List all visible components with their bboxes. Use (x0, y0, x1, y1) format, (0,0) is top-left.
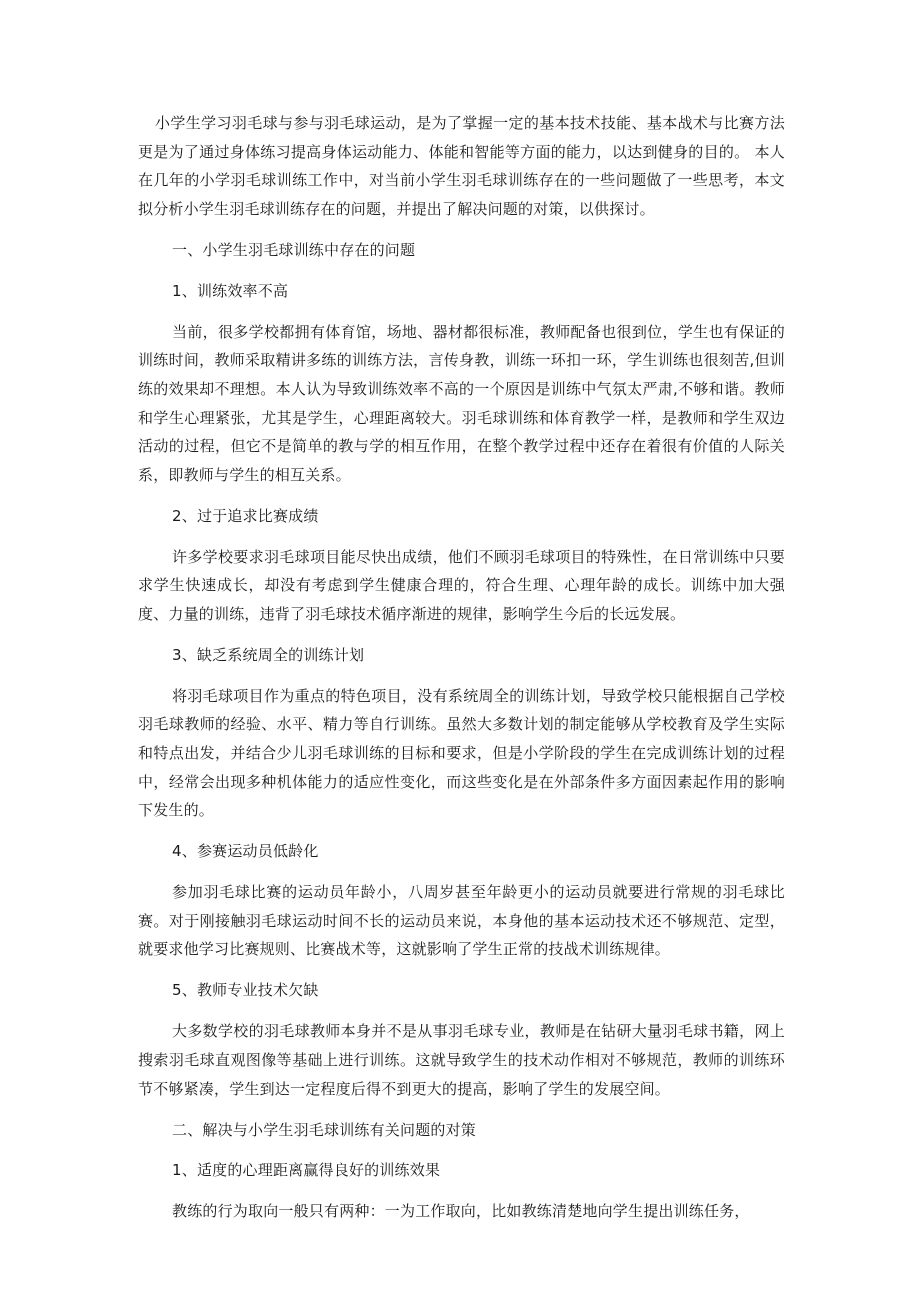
paragraph-training-plan: 将羽毛球项目作为重点的特色项目，没有系统周全的训练计划，导致学校只能根据自己学校羽毛球教师的经验、水平、精力等自行训练。虽然大多数计划的制定能够从学校教育及学生实际和特点出发，并结合少儿羽毛球训练的目标和要求，但是小学阶段的学生在完成训练计划的过程中，经常会出现多种机体能力的适应性变化，而这些变化是在外部条件多方面因素起作用的影响下发生的。 (138, 686, 785, 820)
paragraph-coach-orientation: 教练的行为取向一般只有两种：一为工作取向，比如教练清楚地向学生提出训练任务， (172, 1202, 750, 1221)
paragraph-young-athletes: 参加羽毛球比赛的运动员年龄小，八周岁甚至年龄更小的运动员就要进行常规的羽毛球比赛。对于刚接触羽毛球运动时间不长的运动员来说，本身他的基本运动技术还不够规范、定型，就要求他学习比赛规则、比赛战术等，这就影响了学生正常的技战术训练规律。 (138, 883, 785, 959)
paragraph-efficiency: 当前，很多学校都拥有体育馆，场地、器材都很标准，教师配备也很到位，学生也有保证的训练时间，教师采取精讲多练的训练方法，言传身教，训练一环扣一环，学生训练也很刻苦,但训练的效果却不理想。本人认为导致训练效率不高的一个原因是训练中气氛太严肃,不够和谐。教师和学生心理紧张，尤其是学生，心理距离较大。羽毛球训练和体育教学一样，是教师和学生双边活动的过程，但它不是简单的教与学的相互作用，在整个教学过程中还存在着很有价值的人际关系，即教师与学生的相互关系。 (138, 322, 785, 484)
intro-paragraph: 小学生学习羽毛球与参与羽毛球运动，是为了掌握一定的基本技术技能、基本战术与比赛方法 更是为了通过身体练习提高身体运动能力、体能和智能等方面的能力，以达到健身的目的。 本人在几年的小学羽毛球训练工作中，对当前小学生羽毛球训练存在的一些问题做了一些思考，本文拟分析小学生羽毛球训练存在的问题，并提出了解决问题的对策，以供探讨。 (138, 114, 785, 218)
subheading-competition-results: 2、过于追求比赛成绩 (172, 506, 319, 525)
paragraph-teacher-skills: 大多数学校的羽毛球教师本身并不是从事羽毛球专业，教师是在钻研大量羽毛球书籍，网上搜索羽毛球直观图像等基础上进行训练。这就导致学生的技术动作相对不够规范，教师的训练环节不够紧凑，学生到达一定程度后得不到更大的提高，影响了学生的发展空间。 (138, 1022, 785, 1098)
subheading-efficiency: 1、训练效率不高 (172, 281, 289, 300)
section-heading-solutions: 二、解决与小学生羽毛球训练有关问题的对策 (172, 1120, 477, 1139)
subheading-teacher-skills: 5、教师专业技术欠缺 (172, 981, 319, 1000)
subheading-young-athletes: 4、参赛运动员低龄化 (172, 842, 319, 861)
subheading-training-plan: 3、缺乏系统周全的训练计划 (172, 645, 365, 664)
paragraph-competition-results: 许多学校要求羽毛球项目能尽快出成绩，他们不顾羽毛球项目的特殊性，在日常训练中只要求学生快速成长，却没有考虑到学生健康合理的，符合生理、心理年龄的成长。训练中加大强度、力量的训练，违背了羽毛球技术循序渐进的规律，影响学生今后的长远发展。 (138, 547, 785, 623)
section-heading-problems: 一、小学生羽毛球训练中存在的问题 (172, 240, 416, 259)
document-body (138, 109, 785, 1238)
subheading-psychological-distance: 1、适度的心理距离赢得良好的训练效果 (172, 1161, 441, 1180)
